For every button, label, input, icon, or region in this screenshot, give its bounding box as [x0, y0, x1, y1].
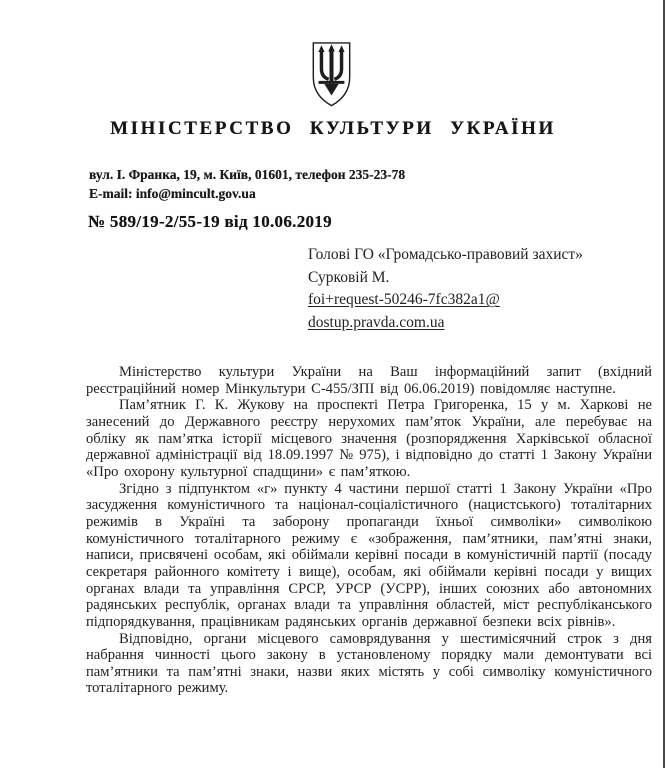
body-paragraph: Міністерство культури України на Ваш інформаційний запит (вхідний реєстраційний номер Мінкультури С-455/ЗПІ від 06.06.2019) повідомляє наступне.: [86, 364, 652, 397]
ukraine-trident-emblem-icon: [309, 41, 354, 108]
sender-contact-block: [89, 165, 405, 203]
ministry-title: МІНІСТЕРСТВО КУЛЬТУРИ УКРАЇНИ: [110, 118, 556, 139]
reference-number-line: № 589/19-2/55-19 від 10.06.2019: [88, 212, 332, 231]
letter-body: [86, 364, 652, 697]
addressee-email-part2: dostup.pravda.com.ua: [308, 313, 445, 331]
addressee-organization: Голові ГО «Громадсько-правовий захист»: [308, 246, 583, 263]
sender-email-line: E-mail: info@mincult.gov.ua: [89, 186, 256, 201]
addressee-email-part1: foi+request-50246-7fc382a1@: [308, 291, 500, 309]
body-paragraph: Відповідно, органи місцевого самоврядування у шестимісячний строк з дня набрання чинності цього закону в установленому порядку мали демонтувати всі пам’ятники та пам’ятні знаки, назви яких містять у собі символіку комуністичного тоталітарного режиму.: [86, 630, 652, 697]
addressee-block: [308, 244, 583, 334]
body-paragraph: Згідно з підпунктом «г» пункту 4 частини першої статті 1 Закону України «Про засудження комуністичного та націонал-соціалістичного (нацистського) тоталітарних режимів в Україні та заборону пропаганди їхньої символіки» символікою комуністичного тоталітарного режиму є «зображення, пам’ятники, пам’ятні знаки, написи, присвячені особам, які обіймали керівні посади в комуністичній партії (посаду секретаря районного комітету і вище), особам, які обіймали керівні посади у вищих органах влади та управління СРСР, УРСР (УСРР), інших союзних або автономних радянських республік, органах влади та управління областей, міст республіканського підпорядкування, працівникам радянських органів державної безпеки всіх рівнів».: [86, 480, 652, 630]
addressee-person: Сурковій М.: [308, 268, 390, 286]
body-paragraph: Пам’ятник Г. К. Жукову на проспекті Петра Григоренка, 15 у м. Харкові не занесений до Державного реєстру нерухомих пам’яток України, але перебуває на обліку як пам’ятка історії місцевого значення (розпорядження Харківської обласної державної адміністрації від 18.09.1997 № 975), і відповідно до статті 1 Закону України «Про охорону культурної спадщини» є пам’яткою.: [86, 397, 652, 480]
sender-address-line: вул. І. Франка, 19, м. Київ, 01601, телефон 235-23-78: [89, 167, 406, 182]
scan-edge-artifact: [663, 0, 665, 768]
